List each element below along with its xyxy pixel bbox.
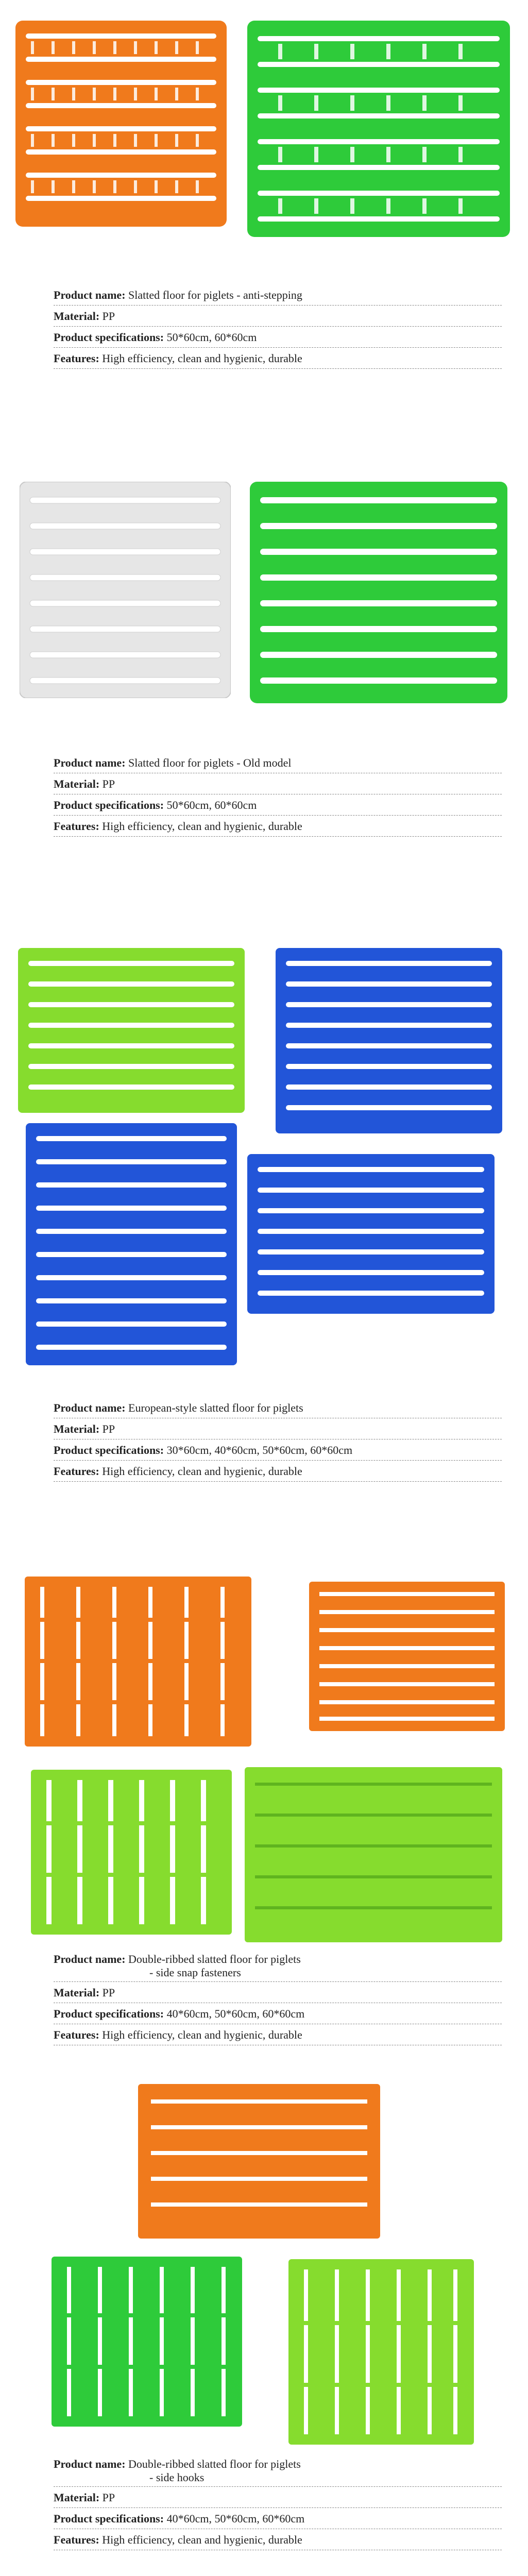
lime-double-rib-image	[245, 1767, 502, 1942]
product-name: Double-ribbed slatted floor for piglets	[128, 2458, 301, 2470]
spec-row-features	[54, 2024, 502, 2045]
product-name-line2: - side snap fasteners	[149, 1966, 241, 1979]
product-material: PP	[102, 1422, 115, 1435]
label-specifications: Product specifications:	[54, 2007, 164, 2020]
spec-row-material	[54, 2487, 502, 2508]
label-name: Product name:	[54, 1953, 126, 1965]
spec-row-specifications	[54, 2508, 502, 2529]
label-name: Product name:	[54, 2458, 126, 2470]
product-name: Slatted floor for piglets - anti-stepping	[128, 289, 302, 301]
spec-list-4	[54, 1946, 502, 2045]
blue-euro-slat-image-1	[276, 948, 502, 1133]
orange-side-hook-image	[138, 2084, 380, 2239]
orange-double-rib-image-2	[309, 1582, 505, 1731]
product-features: High efficiency, clean and hygienic, durable	[102, 820, 302, 833]
product-specifications: 30*60cm, 40*60cm, 50*60cm, 60*60cm	[166, 1444, 353, 1456]
label-material: Material:	[54, 777, 100, 790]
product-material: PP	[102, 777, 115, 790]
label-material: Material:	[54, 310, 100, 323]
blue-euro-slat-image-2	[26, 1123, 237, 1365]
product-specifications: 50*60cm, 60*60cm	[166, 799, 257, 811]
spec-row-name	[54, 1397, 502, 1418]
spec-row-features	[54, 816, 502, 837]
spec-row-specifications	[54, 327, 502, 348]
spec-row-material	[54, 306, 502, 327]
label-name: Product name:	[54, 1401, 126, 1414]
spec-row-name	[54, 752, 502, 773]
spec-row-name	[54, 2451, 502, 2487]
product-features: High efficiency, clean and hygienic, durable	[102, 1465, 302, 1478]
product-specifications: 40*60cm, 50*60cm, 60*60cm	[166, 2512, 305, 2525]
label-features: Features:	[54, 820, 99, 833]
green-double-rib-image	[31, 1770, 232, 1935]
label-material: Material:	[54, 1422, 100, 1435]
spec-list-2	[54, 752, 502, 837]
label-features: Features:	[54, 1465, 99, 1478]
product-name: Slatted floor for piglets - Old model	[128, 756, 292, 769]
orange-slat-image	[15, 21, 227, 227]
product-specifications: 50*60cm, 60*60cm	[166, 331, 257, 344]
product-name: European-style slatted floor for piglets	[128, 1401, 303, 1414]
green-side-hook-image-2	[288, 2259, 474, 2445]
spec-row-specifications	[54, 794, 502, 816]
label-specifications: Product specifications:	[54, 331, 164, 344]
label-specifications: Product specifications:	[54, 799, 164, 811]
label-material: Material:	[54, 1986, 100, 1999]
spec-list-5	[54, 2451, 502, 2550]
green-slat-image	[247, 21, 510, 237]
label-specifications: Product specifications:	[54, 1444, 164, 1456]
product-features: High efficiency, clean and hygienic, durable	[102, 2533, 302, 2546]
label-features: Features:	[54, 2533, 99, 2546]
product-material: PP	[102, 310, 115, 323]
label-features: Features:	[54, 2028, 99, 2041]
product-material: PP	[102, 2491, 115, 2504]
product-features: High efficiency, clean and hygienic, durable	[102, 352, 302, 365]
spec-row-material	[54, 1982, 502, 2003]
product-specifications: 40*60cm, 50*60cm, 60*60cm	[166, 2007, 305, 2020]
lime-euro-slat-image	[18, 948, 245, 1113]
spec-row-material	[54, 773, 502, 794]
product-name: Double-ribbed slatted floor for piglets	[128, 1953, 301, 1965]
product-material: PP	[102, 1986, 115, 1999]
spec-row-features	[54, 1461, 502, 1482]
spec-row-name	[54, 284, 502, 306]
white-slat-image	[20, 482, 231, 698]
spec-list-1	[54, 284, 502, 369]
spec-row-name	[54, 1946, 502, 1982]
spec-row-specifications	[54, 1439, 502, 1461]
spec-row-specifications	[54, 2003, 502, 2024]
blue-euro-slat-image-3	[247, 1154, 495, 1314]
label-name: Product name:	[54, 289, 126, 301]
orange-double-rib-image-1	[25, 1577, 251, 1747]
green-side-hook-image-1	[52, 2257, 242, 2427]
spec-row-features	[54, 348, 502, 369]
spec-list-3	[54, 1397, 502, 1482]
label-features: Features:	[54, 352, 99, 365]
label-specifications: Product specifications:	[54, 2512, 164, 2525]
spec-row-material	[54, 1418, 502, 1439]
label-material: Material:	[54, 2491, 100, 2504]
product-features: High efficiency, clean and hygienic, durable	[102, 2028, 302, 2041]
product-name-line2: - side hooks	[149, 2471, 205, 2484]
spec-row-features	[54, 2529, 502, 2550]
label-name: Product name:	[54, 756, 126, 769]
green-old-slat-image	[250, 482, 507, 703]
